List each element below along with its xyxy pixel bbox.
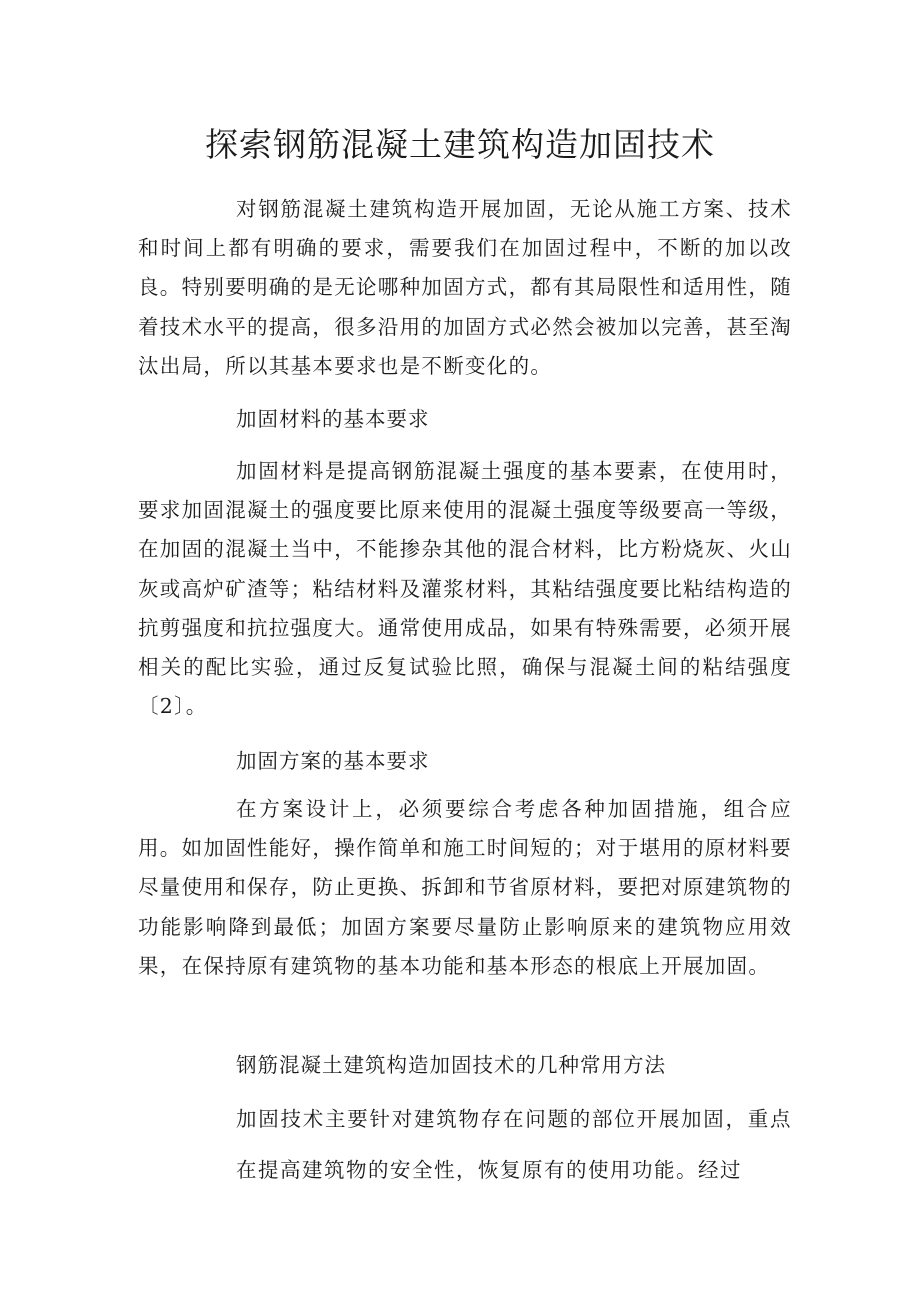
document-title: 探索钢筋混凝土建筑构造加固技术 [205, 125, 715, 164]
section-paragraph-materials: 加固材料是提高钢筋混凝土强度的基本要素，在使用时，要求加固混凝土的强度要比原来使用的混凝土强度等级要高一等级，在加固的混凝土当中，不能掺杂其他的混合材料，比方粉烧灰、火山灰或高炉矿渣等；粘结材料及灌浆材料，其粘结强度要比粘结构造的抗剪强度和抗拉强度大。通常使用成品，如果有特殊需要，必须开展相关的配比实验，通过反复试验比照，确保与混凝土间的粘结强度〔2〕。 [138, 459, 792, 719]
section-heading-methods: 钢筋混凝土建筑构造加固技术的几种常用方法 [236, 1053, 666, 1077]
section-heading-plan: 加固方案的基本要求 [236, 749, 430, 773]
intro-paragraph: 对钢筋混凝土建筑构造开展加固，无论从施工方案、技术和时间上都有明确的要求，需要我们在加固过程中，不断的加以改良。特别要明确的是无论哪种加固方式，都有其局限性和适用性，随着技术水平的提高，很多沿用的加固方式必然会被加以完善，甚至淘汰出局，所以其基本要求也是不断变化的。 [138, 197, 792, 378]
section-paragraph-plan: 在方案设计上，必须要综合考虑各种加固措施，组合应用。如加固性能好，操作简单和施工时间短的；对于堪用的原材料要尽量使用和保存，防止更换、拆卸和节省原材料，要把对原建筑物的功能影响降到最低；加固方案要尽量防止影响原来的建筑物应用效果，在保持原有建筑物的基本功能和基本形态的根底上开展加固。 [138, 797, 792, 978]
section-paragraph-methods: 加固技术主要针对建筑物存在问题的部位开展加固，重点在提高建筑物的安全性，恢复原有的使用功能。经过 [236, 1107, 792, 1182]
section-heading-materials: 加固材料的基本要求 [236, 407, 430, 431]
